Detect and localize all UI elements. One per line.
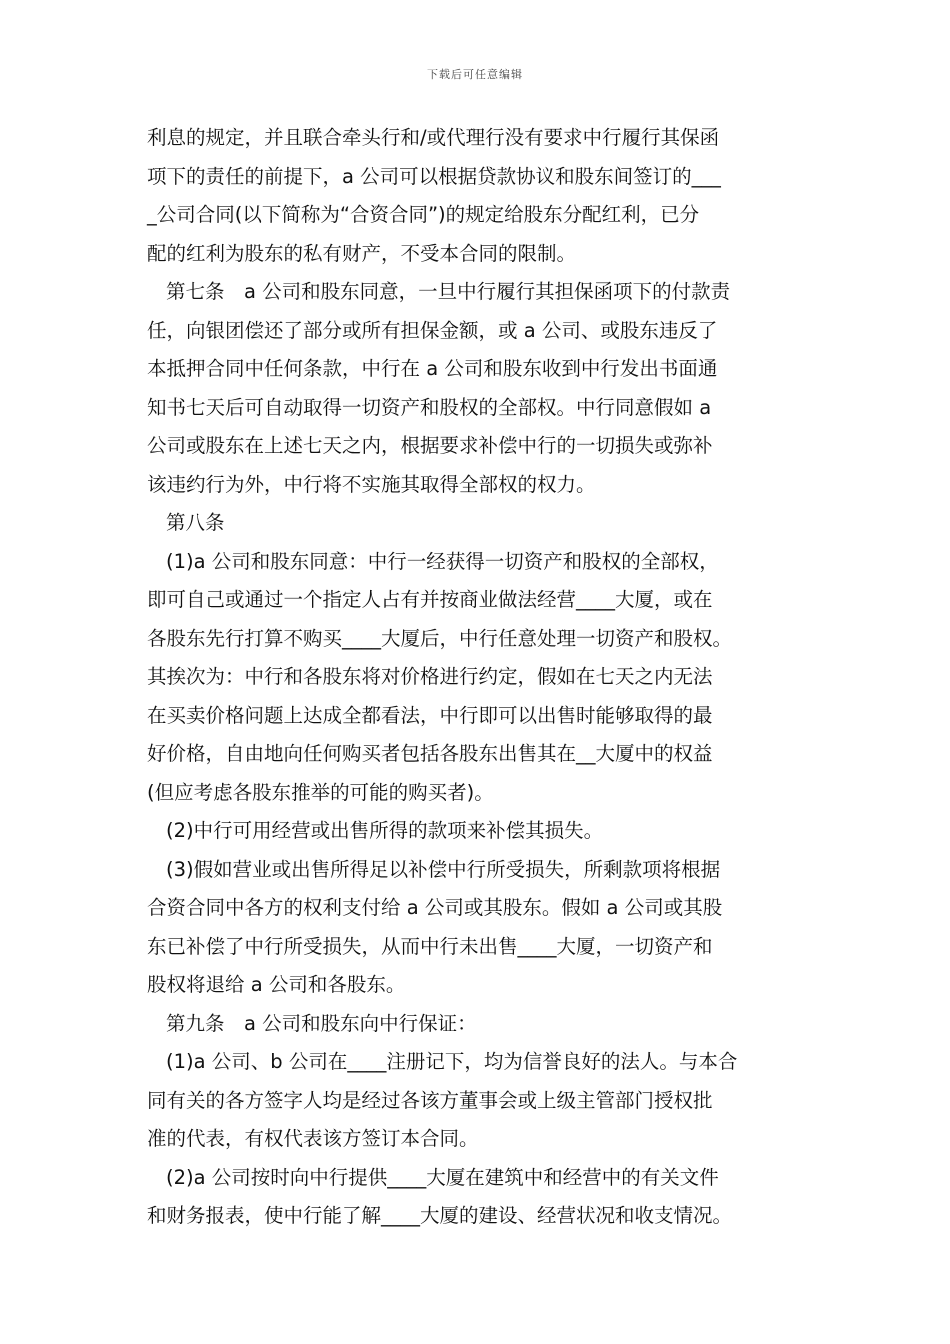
text-line: 股权将退给 a 公司和各股东。 bbox=[147, 973, 406, 996]
text-line: (3)假如营业或出售所得足以补偿中行所受损失，所剩款项将根据 bbox=[166, 857, 721, 881]
text-line: 利息的规定，并且联合牵头行和/或代理行没有要求中行履行其保函 bbox=[147, 126, 720, 149]
text-line: 同有关的各方签字人均是经过各该方董事会或上级主管部门授权批 bbox=[147, 1088, 713, 1112]
text-line: 第七条 a 公司和股东同意，一旦中行履行其担保函项下的付款责 bbox=[166, 280, 731, 303]
text-line: 第九条 a 公司和股东向中行保证： bbox=[166, 1011, 477, 1035]
text-line: (2)中行可用经营或出售所得的款项来补偿其损失。 bbox=[166, 819, 604, 842]
text-line: 任，向银团偿还了部分或所有担保金额，或 a 公司、或股东违反了 bbox=[147, 318, 718, 342]
text-line: (1)a 公司、b 公司在____注册记下，均为信誉良好的法人。与本合 bbox=[166, 1050, 738, 1073]
text-line: (但应考虑各股东推举的可能的购买者)。 bbox=[147, 780, 494, 804]
text-line: 知书七天后可自动取得一切资产和股权的全部权。中行同意假如 a bbox=[147, 395, 712, 419]
text-line: (1)a 公司和股东同意：中行一经获得一切资产和股权的全部权， bbox=[166, 549, 719, 573]
text-line: 各股东先行打算不购买____大厦后，中行任意处理一切资产和股权。 bbox=[147, 626, 733, 650]
text-line: 本抵押合同中任何条款，中行在 a 公司和股东收到中行发出书面通 bbox=[147, 357, 718, 380]
text-line: 即可自己或通过一个指定人占有并按商业做法经营____大厦，或在 bbox=[147, 588, 713, 611]
text-line: 第八条 bbox=[166, 511, 225, 534]
document-body bbox=[147, 119, 819, 1236]
text-line: 该违约行为外，中行将不实施其取得全部权的权力。 bbox=[147, 472, 596, 496]
text-line: 公司或股东在上述七天之内，根据要求补偿中行的一切损失或弥补 bbox=[147, 434, 713, 457]
text-line: (2)a 公司按时向中行提供____大厦在建筑中和经营中的有关文件 bbox=[166, 1165, 719, 1189]
page-header: 下载后可任意编辑 bbox=[427, 68, 523, 81]
text-line: 配的红利为股东的私有财产，不受本合同的限制。 bbox=[147, 241, 577, 265]
text-line: 在买卖价格问题上达成全都看法，中行即可以出售时能够取得的最 bbox=[147, 703, 713, 727]
text-line: 好价格，自由地向任何购买者包括各股东出售其在__大厦中的权益 bbox=[147, 742, 713, 765]
text-line: 合资合同中各方的权利支付给 a 公司或其股东。假如 a 公司或其股 bbox=[147, 896, 723, 919]
text-line: 其挨次为：中行和各股东将对价格进行约定，假如在七天之内无法 bbox=[147, 665, 713, 688]
text-line: 项下的责任的前提下，a 公司可以根据贷款协议和股东间签订的___ bbox=[147, 164, 721, 188]
text-line: _公司合同(以下简称为“合资合同”)的规定给股东分配红利，已分 bbox=[147, 203, 700, 226]
text-line: 准的代表，有权代表该方签订本合同。 bbox=[147, 1127, 479, 1150]
text-line: 东已补偿了中行所受损失，从而中行未出售____大厦，一切资产和 bbox=[147, 934, 713, 958]
text-line: 和财务报表，使中行能了解____大厦的建设、经营状况和收支情况。 bbox=[147, 1204, 733, 1227]
